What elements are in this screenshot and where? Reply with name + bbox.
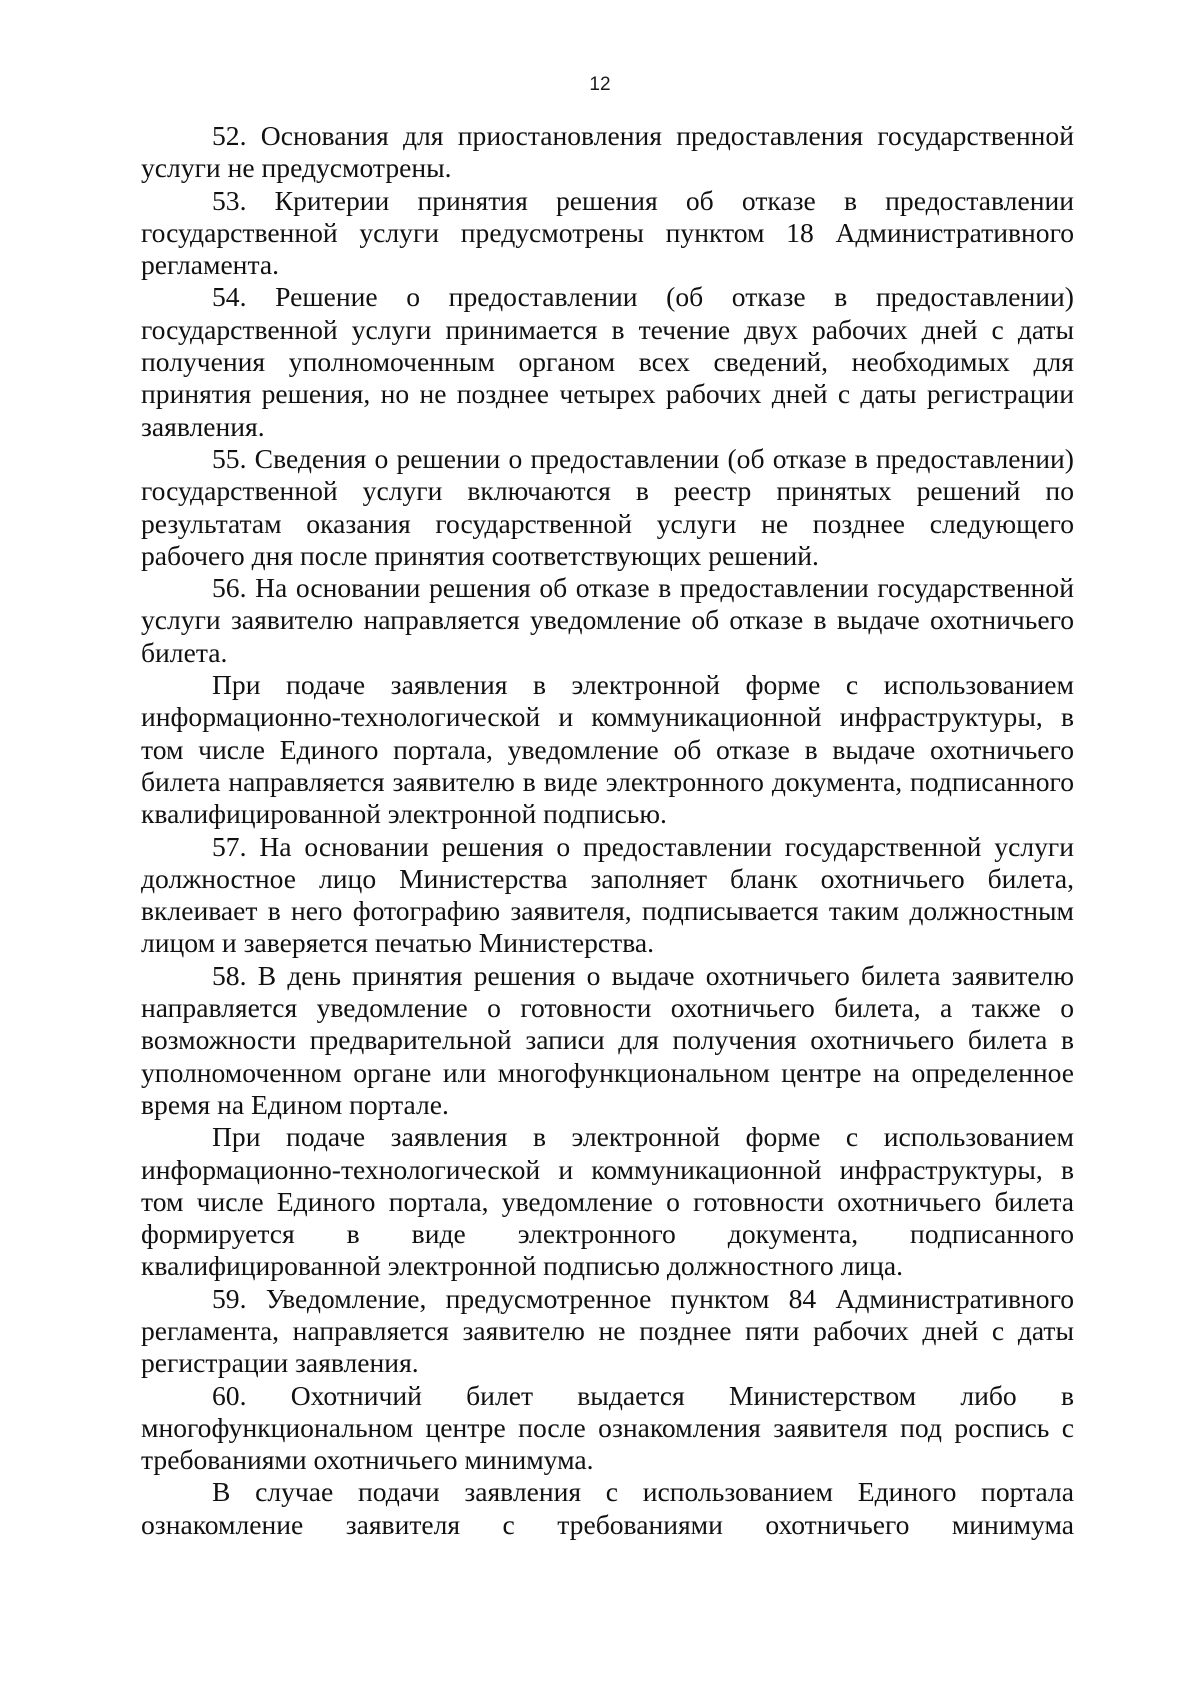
paragraph-60: 60. Охотничий билет выдается Министерством либо в многофункциональном центре после ознакомления заявителя под роспись с требованиями охотничьего минимума.: [141, 1379, 1074, 1476]
paragraph-59: 59. Уведомление, предусмотренное пунктом 84 Административного регламента, направляется заявителю не позднее пяти рабочих дней с даты регистрации заявления.: [141, 1282, 1074, 1379]
document-body: [141, 120, 1074, 1541]
page-number: 12: [589, 74, 611, 95]
paragraph-54: 54. Решение о предоставлении (об отказе в предоставлении) государственной услуги принимается в течение двух рабочих дней с даты получения уполномоченным органом всех сведений, необходимых для принятия решения, но не позднее четырех рабочих дней с даты регистрации заявления.: [141, 281, 1074, 442]
paragraph-56-electronic: При подаче заявления в электронной форме с использованием информационно-технологической и коммуникационной инфраструктуры, в том числе Единого портала, уведомление об отказе в выдаче охотничьего билета направляется заявителю в виде электронного документа, подписанного квалифицированной электронной подписью.: [141, 669, 1074, 830]
paragraph-58-electronic: При подаче заявления в электронной форме с использованием информационно-технологической и коммуникационной инфраструктуры, в том числе Единого портала, уведомление о готовности охотничьего билета формируется в виде электронного документа, подписанного квалифицированной электронной подписью должностного лица.: [141, 1121, 1074, 1282]
paragraph-60-portal: В случае подачи заявления с использованием Единого портала ознакомление заявителя с требованиями охотничьего минимума: [141, 1476, 1074, 1540]
paragraph-58: 58. В день принятия решения о выдаче охотничьего билета заявителю направляется уведомление о готовности охотничьего билета, а также о возможности предварительной записи для получения охотничьего билета в уполномоченном органе или многофункциональном центре на определенное время на Едином портале.: [141, 959, 1074, 1120]
paragraph-57: 57. На основании решения о предоставлении государственной услуги должностное лицо Министерства заполняет бланк охотничьего билета, вклеивает в него фотографию заявителя, подписывается таким должностным лицом и заверяется печатью Министерства.: [141, 830, 1074, 959]
paragraph-52: 52. Основания для приостановления предоставления государственной услуги не предусмотрены.: [141, 120, 1074, 184]
paragraph-53: 53. Критерии принятия решения об отказе в предоставлении государственной услуги предусмотрены пунктом 18 Административного регламента.: [141, 184, 1074, 281]
paragraph-55: 55. Сведения о решении о предоставлении (об отказе в предоставлении) государственной услуги включаются в реестр принятых решений по результатам оказания государственной услуги не позднее следующего рабочего дня после принятия соответствующих решений.: [141, 442, 1074, 571]
paragraph-56: 56. На основании решения об отказе в предоставлении государственной услуги заявителю направляется уведомление об отказе в выдаче охотничьего билета.: [141, 572, 1074, 668]
